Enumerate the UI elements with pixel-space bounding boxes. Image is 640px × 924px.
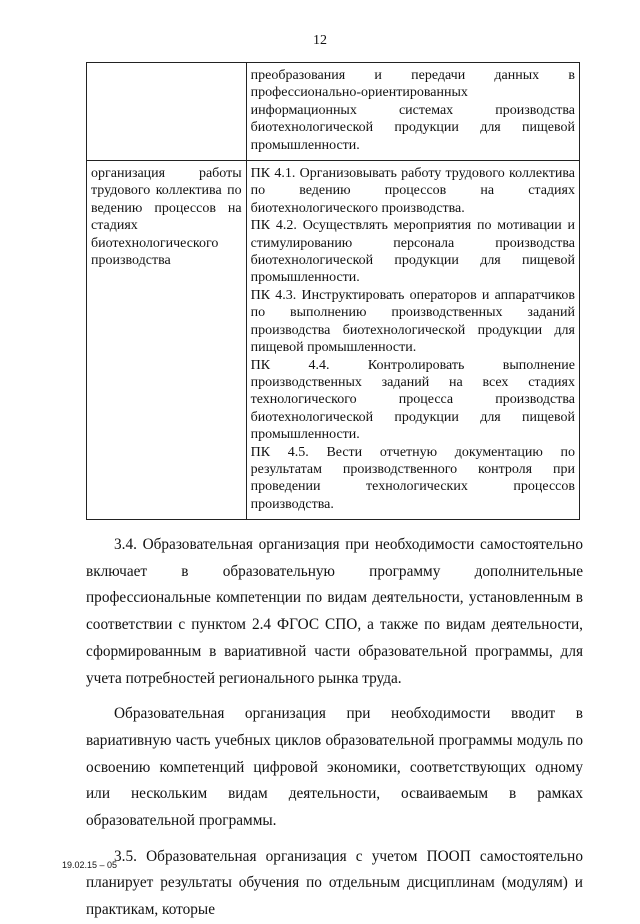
- paragraph-3-5: 3.5. Образовательная организация с учетом ПООП самостоятельно планирует результаты обучения по отдельным дисциплинам (модулям) и практикам, которые: [86, 847, 583, 919]
- paragraph-3-4: 3.4. Образовательная организация при необходимости самостоятельно включает в образовательную программу дополнительные профессиональные компетенции по видам деятельности, установленным в соответствии с пунктом 2.4 ФГОС СПО, а также по видам деятельности, сформированным в вариативной части образовательной программы, для учета потребностей регионального рынка труда.: [86, 536, 583, 687]
- competency-pk-4-5: ПК 4.5. Вести отчетную документацию по результатам производственного контроля при проведении технологических процессов производства.: [250, 444, 575, 512]
- competency-pk-4-2: ПК 4.2. Осуществлять мероприятия по мотивации и стимулированию персонала производства биотехнологической продукции для пищевой промышленности.: [250, 218, 575, 286]
- paragraph-digital-economy: Образовательная организация при необходимости вводит в вариативную часть учебных циклов образовательной программы модуль по освоению компетенций цифровой экономики, соответствующих одному или нескольким видам деятельности, осваиваемым в рамках образовательной программы.: [86, 705, 583, 830]
- activity-cell: [87, 63, 247, 161]
- table-row: [87, 161, 580, 520]
- competency-pk-4-3: ПК 4.3. Инструктировать операторов и аппаратчиков по выполнению производственных заданий производства биотехнологической продукции для пищевой промышленности.: [250, 287, 575, 356]
- competency-table: [86, 62, 580, 520]
- competency-pk-4-1: ПК 4.1. Организовывать работу трудового коллектива по ведению процессов на стадиях биотехнологического производства.: [250, 166, 575, 216]
- table-row: [87, 63, 580, 161]
- page-number: 12: [313, 33, 327, 48]
- document-code: 19.02.15 – 05: [62, 860, 118, 870]
- competency-pk-4-4: ПК 4.4. Контролировать выполнение производственных заданий на всех стадиях технологического процесса производства биотехнологической продукции для пищевой промышленности.: [250, 357, 575, 443]
- competency-cell: [246, 161, 579, 520]
- competency-cell: [246, 63, 579, 161]
- activity-cell: организация работы трудового коллектива по ведению процессов на стадиях биотехнологического производства: [87, 161, 247, 520]
- body-text: [86, 532, 583, 924]
- competency-text: преобразования и передачи данных в профессионально-ориентированных информационных системах производства биотехнологической продукции для пищевой промышленности.: [250, 68, 575, 153]
